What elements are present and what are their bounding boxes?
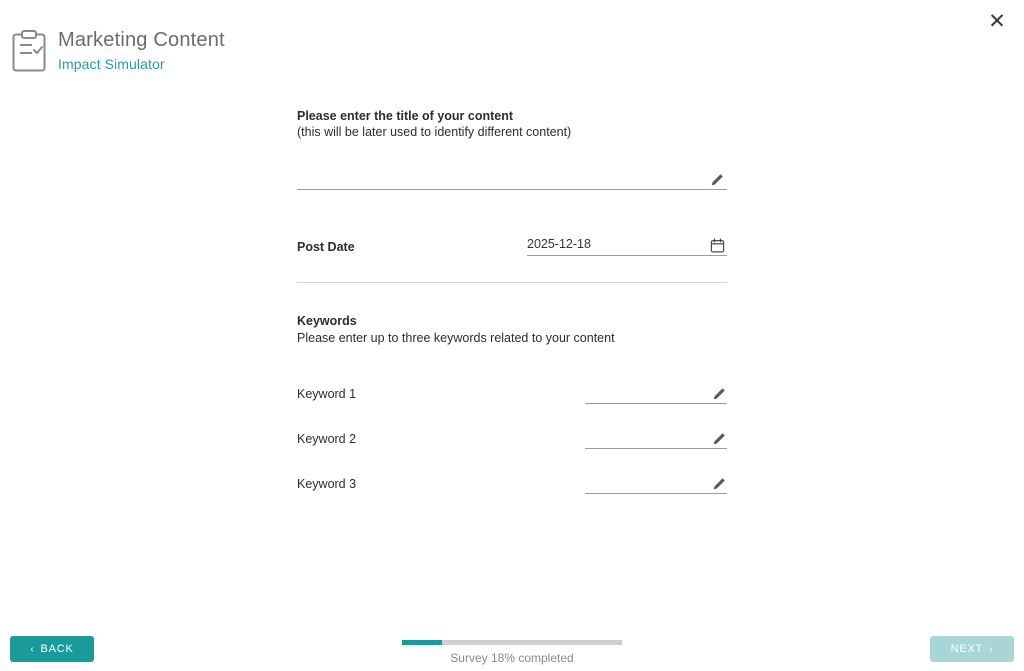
keyword-3-field — [585, 470, 727, 494]
progress-area — [402, 640, 622, 665]
chevron-right-icon: › — [989, 643, 994, 655]
title-input-row — [297, 162, 727, 190]
title-input[interactable] — [297, 171, 697, 186]
post-date-underline — [527, 255, 727, 256]
close-icon[interactable]: ✕ — [983, 7, 1011, 35]
title-question-block — [297, 108, 727, 140]
keywords-heading: Keywords — [297, 314, 357, 328]
keyword-1-label: Keyword 1 — [297, 387, 357, 401]
keywords-header — [297, 313, 727, 347]
post-date-row — [297, 226, 727, 256]
back-button[interactable] — [10, 636, 94, 662]
title-input-underline — [297, 189, 727, 190]
keyword-1-underline — [585, 403, 727, 404]
post-date-label: Post Date — [297, 240, 355, 254]
keyword-2-label: Keyword 2 — [297, 432, 357, 446]
page-title: Marketing Content — [58, 29, 225, 51]
title-question-sublabel: (this will be later used to identify different content) — [297, 125, 572, 139]
pencil-icon[interactable] — [713, 431, 727, 445]
progress-track — [402, 640, 622, 645]
keyword-1-input[interactable] — [585, 387, 703, 401]
section-divider — [297, 282, 727, 283]
keyword-row-3 — [297, 466, 727, 494]
next-button-label: NEXT — [950, 643, 984, 655]
chevron-left-icon: ‹ — [30, 643, 35, 655]
form-area — [297, 108, 727, 494]
app-title-block — [58, 28, 225, 74]
pencil-icon[interactable] — [713, 476, 727, 490]
keyword-2-underline — [585, 448, 727, 449]
keyword-1-field — [585, 380, 727, 404]
clipboard-icon — [12, 30, 46, 72]
keyword-3-underline — [585, 493, 727, 494]
pencil-icon[interactable] — [711, 172, 725, 186]
progress-label: Survey 18% completed — [450, 651, 574, 665]
keyword-2-input[interactable] — [585, 432, 703, 446]
keyword-3-label: Keyword 3 — [297, 477, 357, 491]
keyword-row-2 — [297, 421, 727, 449]
page-subtitle: Impact Simulator — [58, 56, 165, 72]
footer — [0, 613, 1024, 671]
progress-fill — [402, 640, 442, 645]
app-header — [12, 28, 225, 74]
keyword-3-input[interactable] — [585, 477, 703, 491]
keyword-row-1 — [297, 376, 727, 404]
keywords-description: Please enter up to three keywords related to your content — [297, 331, 615, 345]
next-button[interactable] — [930, 636, 1014, 662]
calendar-icon[interactable] — [710, 238, 725, 253]
post-date-field[interactable] — [527, 230, 727, 256]
post-date-value: 2025-12-18 — [527, 237, 591, 251]
title-question-label: Please enter the title of your content — [297, 109, 514, 123]
pencil-icon[interactable] — [713, 386, 727, 400]
back-button-label: BACK — [40, 643, 74, 655]
keyword-2-field — [585, 425, 727, 449]
